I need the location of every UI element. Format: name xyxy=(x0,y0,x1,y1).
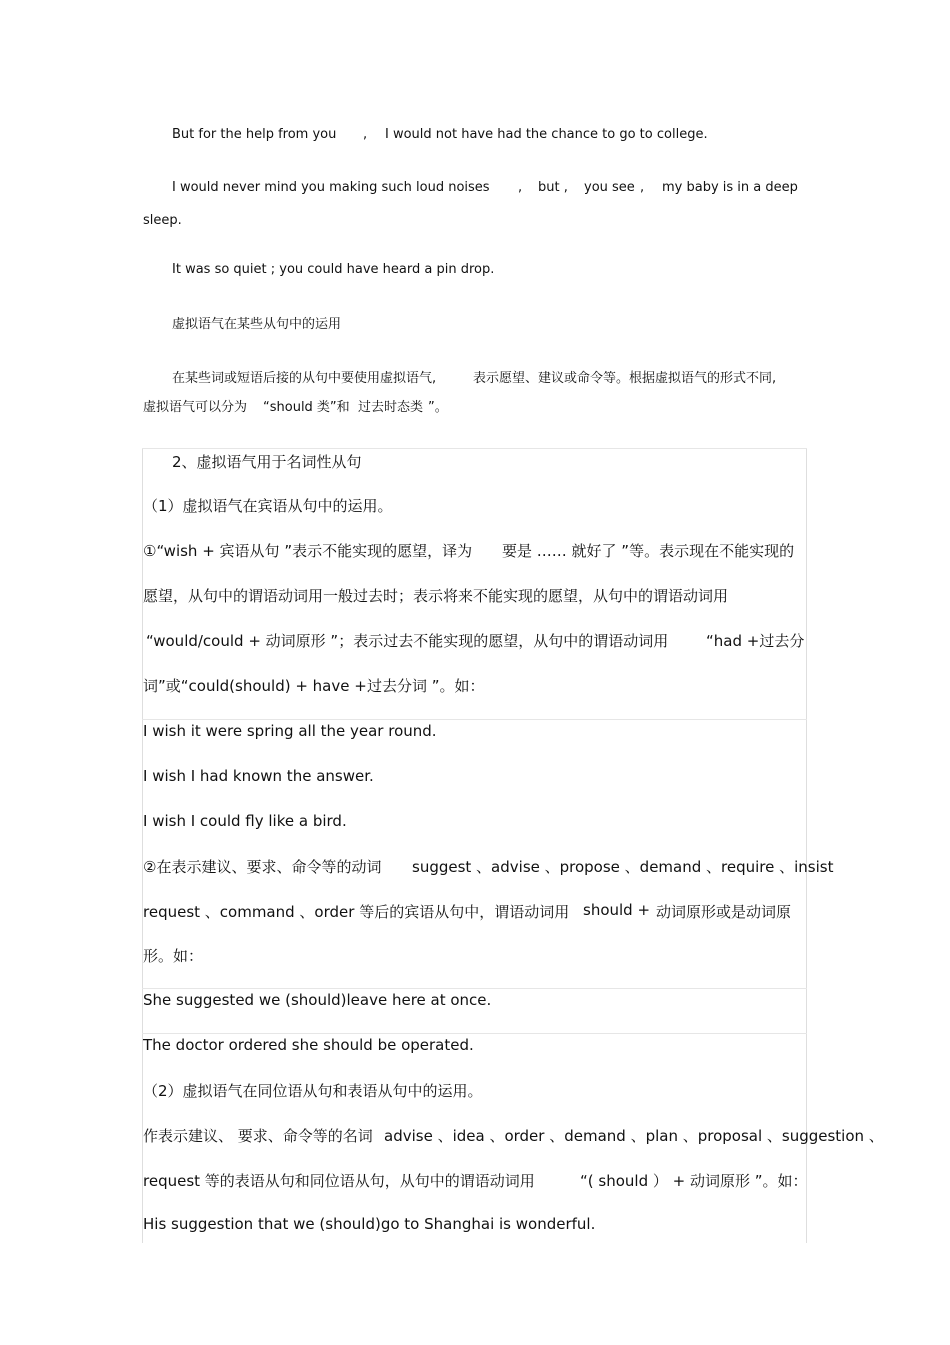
suggest-rule-line-2-a: request 、command 、order 等后的宾语从句中，谓语动词用 xyxy=(143,903,570,921)
subsection-2-heading: （2）虚拟语气在同位语从句和表语从句中的运用。 xyxy=(143,1082,483,1100)
noun-rule-line-2-a: request 等的表语从句和同位语从句，从句中的谓语动词用 xyxy=(143,1172,535,1190)
intro-part-b: 表示愿望、建议或命令等。根据虚拟语气的形式不同, xyxy=(473,371,777,386)
subsection-1-heading: （1）虚拟语气在宾语从句中的运用。 xyxy=(143,497,393,515)
sentence-2-comma-2: , xyxy=(640,180,645,195)
table-right-border xyxy=(806,448,807,1243)
sentence-3: It was so quiet ; you could have heard a pin drop. xyxy=(172,262,495,277)
table-left-border xyxy=(142,448,143,1243)
example-sentence: I wish I could fly like a bird. xyxy=(143,812,347,830)
intro-past-tense-class: 过去时态类 xyxy=(358,400,424,415)
sentence-2-but: but , xyxy=(538,180,568,195)
sentence-1-part-b: I would not have had the chance to go to college. xyxy=(385,127,708,142)
sentence-2-you-see: you see xyxy=(584,180,635,195)
sentence-1-part-a: But for the help from you xyxy=(172,127,337,142)
example-sentence: I wish it were spring all the year round. xyxy=(143,722,437,740)
sentence-2-comma-1: , xyxy=(518,180,523,195)
wish-rule-line-4-b: 过去分词 ”。如： xyxy=(367,677,485,695)
table-top-border xyxy=(142,448,807,449)
suggest-rule-part-a: ②在表示建议、要求、命令等的动词 xyxy=(143,858,382,876)
table-row-divider xyxy=(142,1033,807,1034)
sentence-2-part-c: sleep. xyxy=(143,213,182,228)
wish-rule-line-3-a: “would/could + 动词原形 ”；表示过去不能实现的愿望，从句中的谓语动词用 xyxy=(146,632,669,650)
sentence-2-part-b: my baby is in a deep xyxy=(662,180,798,195)
example-sentence: His suggestion that we (should)go to Shanghai is wonderful. xyxy=(143,1215,596,1233)
suggest-rule-line-2-c: 动词原形或是动词原 xyxy=(656,903,792,921)
noun-rule-part-a: 作表示建议、 要求、命令等的名词 xyxy=(143,1127,373,1145)
sentence-1-comma: , xyxy=(363,127,368,142)
suggest-rule-line-3: 形。如： xyxy=(143,947,204,965)
suggest-rule-line-2-b: should + xyxy=(583,901,651,919)
table-heading: 2、虚拟语气用于名词性从句 xyxy=(172,453,362,471)
noun-rule-line-2-b: “( should ） + 动词原形 ”。如： xyxy=(580,1172,808,1190)
section-heading: 虚拟语气在某些从句中的运用 xyxy=(172,317,342,332)
sentence-2-part-a: I would never mind you making such loud noises xyxy=(172,180,490,195)
suggest-rule-verbs: suggest 、advise 、propose 、demand 、require 、insist xyxy=(412,858,834,876)
wish-rule-line-4-a: 词”或“could(should) + have + xyxy=(143,677,367,695)
wish-rule-part-b: 要是 …… 就好了 ”等。表示现在不能实现的 xyxy=(502,542,795,560)
example-sentence: The doctor ordered she should be operated. xyxy=(143,1036,474,1054)
noun-rule-nouns: advise 、idea 、order 、demand 、plan 、proposal 、suggestion 、 xyxy=(384,1127,884,1145)
intro-part-c: 虚拟语气可以分为 xyxy=(143,400,248,415)
wish-rule-part-a: ①“wish + 宾语从句 ”表示不能实现的愿望，译为 xyxy=(143,542,473,560)
intro-should-class: “should 类”和 xyxy=(263,400,350,415)
example-sentence: I wish I had known the answer. xyxy=(143,767,374,785)
wish-rule-line-3-b: “had +过去分 xyxy=(706,632,805,650)
example-sentence: She suggested we (should)leave here at once. xyxy=(143,991,492,1009)
table-row-divider xyxy=(142,988,807,989)
intro-end-quote: ”。 xyxy=(428,400,448,415)
intro-part-a: 在某些词或短语后接的从句中要使用虚拟语气, xyxy=(172,371,437,386)
wish-rule-line-2: 愿望，从句中的谓语动词用一般过去时；表示将来不能实现的愿望，从句中的谓语动词用 xyxy=(143,587,729,605)
table-row-divider xyxy=(142,719,807,720)
